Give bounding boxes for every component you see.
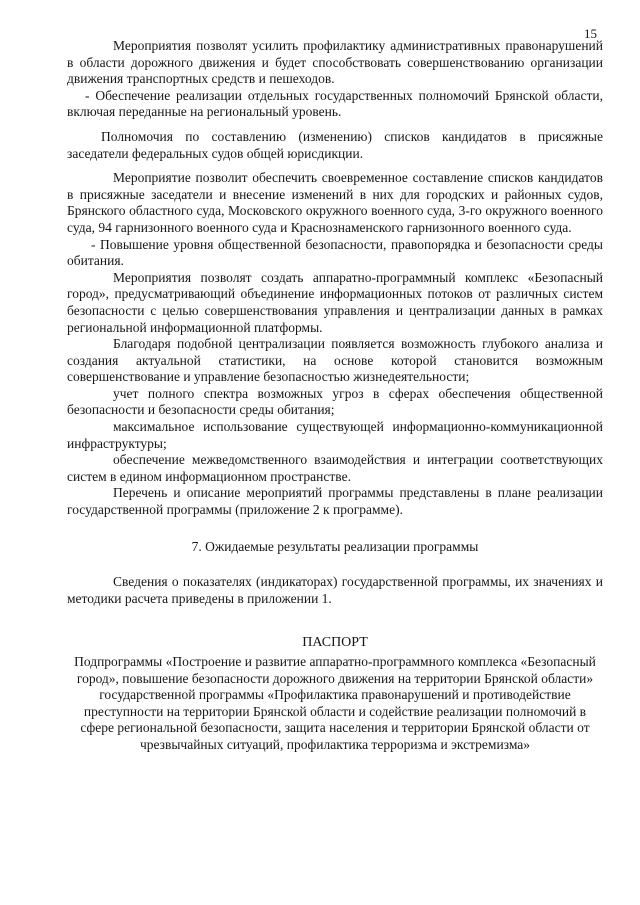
- passport-title: ПАСПОРТ: [302, 635, 368, 651]
- paragraph-jurors-measure: Мероприятие позволит обеспечить своевременное составление списков кандидатов в присяжные заседатели и внесение изменений в них для городских и районных судов, Брянского областного суда, Московского окружного военного суда, 3-го окружного военного суда, 94 гарнизонного военного суда и Краснознаменского гарнизонного военного суда.: [67, 170, 603, 235]
- paragraph-safe-city: Мероприятия позволят создать аппаратно-программный комплекс «Безопасный город», предусматривающий объединение информационных потоков от различных систем безопасности с целью совершенствования управления и централизации данных в рамках региональной информационной платформы.: [67, 269, 603, 335]
- paragraph-integration: обеспечение межведомственного взаимодействия и интеграции соответствующих систем в едином информационном пространстве.: [67, 452, 603, 484]
- passport-subtitle: Подпрограммы «Построение и развитие аппаратно-программного комплекса «Безопасный город», повышение безопасности дорожного движения на территории Брянской области» государственной программы «Профилактика правонарушений и противодействие преступности на территории Брянской области и содействие реализации полномочий в сфере региональной безопасности, защита населения и территории Брянской области от чрезвычайных ситуаций, профилактика терроризма и экстремизма»: [74, 654, 596, 752]
- paragraph-measures-list: Перечень и описание мероприятий программы представлены в плане реализации государственной программы (приложение 2 к программе).: [67, 485, 603, 518]
- document-body: [67, 38, 603, 754]
- paragraph-indicators: Сведения о показателях (индикаторах) государственной программы, их значениях и методики расчета приведены в приложении 1.: [67, 574, 603, 606]
- paragraph-threats: учет полного спектра возможных угроз в сферах обеспечения общественной безопасности и безопасности среды обитания;: [67, 385, 603, 418]
- paragraph-centralization: Благодаря подобной централизации появляется возможность глубокого анализа и создания актуальной статистики, на основе которой становится возможным совершенствование и управление безопасностью жизнедеятельности;: [67, 336, 603, 385]
- paragraph-public-safety: - Повышение уровня общественной безопасности, правопорядка и безопасности среды обитания.: [67, 236, 603, 269]
- paragraph-measures-effect: Мероприятия позволят усилить профилактику административных правонарушений в области дорожного движения и будет способствовать совершенствованию организации движения транспортных средств и пешеходов.: [67, 38, 603, 87]
- paragraph-state-powers: - Обеспечение реализации отдельных государственных полномочий Брянской области, включая переданные на региональный уровень.: [67, 87, 603, 120]
- section-heading: 7. Ожидаемые результаты реализации программы: [191, 538, 479, 554]
- paragraph-infrastructure: максимальное использование существующей информационно-коммуникационной инфраструктуры;: [67, 419, 603, 451]
- page-number: 15: [584, 26, 597, 41]
- paragraph-jurors-lists: Полномочия по составлению (изменению) списков кандидатов в присяжные заседатели федеральных судов общей юрисдикции.: [67, 128, 603, 161]
